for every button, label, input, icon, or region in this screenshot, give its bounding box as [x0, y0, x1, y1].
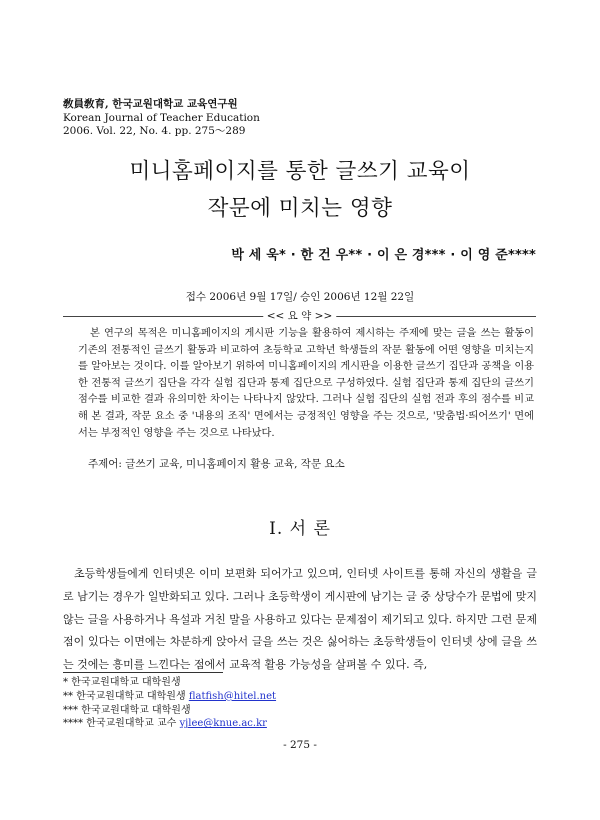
footnote-2-text: ** 한국교원대학교 대학원생 [63, 690, 186, 702]
abstract: 본 연구의 목적은 미니홈페이지의 게시판 기능을 활용하여 제시하는 주제에 맞는 글을 쓰는 활동이 기존의 전통적인 글쓰기 활동과 비교하여 초등학교 고학년 학생들의 작문 활동에 어떤 영향을 미치는지를 알아보는 것이다. 이를 알아보기 위하여 미니홈페이지의 게시판을 이용한 글쓰기 집단과 공책을 이용한 전통적 글쓰기 집단을 각각 실험 집단과 통제 집단으로 구성하였다. 실험 집단과 통제 집단의 글쓰기 점수를 비교한 결과 유의미한 차이는 나타나지 않았다. 그러나 실험 집단의 실험 전과 후의 점수를 비교해 본 결과, 작문 요소 중 '내용의 조직' 면에서는 긍정적인 영향을 주는 것으로, '맞춤법·띄어쓰기' 면에서는 부정적인 영향을 주는 것으로 나타났다. [78, 328, 534, 439]
footnote-4-email-link[interactable]: yjlee@knue.ac.kr [179, 718, 267, 730]
paper-title-line1: 미니홈페이지를 통한 글쓰기 교육이 [129, 159, 471, 184]
summary-label: << 요 약 >> [263, 308, 337, 323]
section-heading: Ⅰ. 서 론 [269, 519, 331, 539]
journal-info [63, 98, 260, 139]
journal-volume: 2006. Vol. 22, No. 4. pp. 275～289 [63, 125, 246, 137]
footnote-1: * 한국교원대학교 대학원생 [63, 677, 181, 688]
submission-dates: 접수 2006년 9월 17일/ 승인 2006년 12월 22일 [185, 291, 415, 303]
journal-name-korean: 敎員敎育, 한국교원대학교 교육연구원 [63, 98, 238, 110]
footnote-2-email-link[interactable]: flatfish@hitel.net [188, 690, 277, 702]
summary-header [63, 308, 536, 324]
page-number: - 275 - [283, 739, 317, 751]
footnote-divider [63, 672, 223, 673]
journal-name-english: Korean Journal of Teacher Education [63, 111, 260, 124]
keywords: 주제어: 글쓰기 교육, 미니홈페이지 활용 교육, 작문 요소 [88, 458, 345, 470]
footnote-3: *** 한국교원대학교 대학원생 [63, 704, 191, 716]
footnotes [63, 676, 276, 731]
paper-title-line2: 작문에 미치는 영향 [207, 196, 393, 221]
footnote-4-text: **** 한국교원대학교 교수 [63, 718, 177, 730]
authors: 박 세 욱* · 한 건 우** · 이 은 경*** · 이 영 준**** [231, 248, 536, 263]
footnote-2 [63, 690, 276, 704]
body-paragraph: 초등학생들에게 인터넷은 이미 보편화 되어가고 있으며, 인터넷 사이트를 통해 자신의 생활을 글로 남기는 경우가 일반화되고 있다. 그러나 초등학생이 게시판에 남기는 글 중 상당수가 문법에 맞지 않는 글을 사용하거나 욕설과 거친 말을 사용하고 있다는 문제점이 제기되고 있다. 하지만 그런 문제점이 있다는 이면에는 차분하게 앉아서 글을 쓰는 것은 싫어하는 초등학생들이 인터넷 상에 글을 쓰는 것에는 흥미를 느낀다는 점에서 교육적 활용 가능성을 살펴볼 수 있다. 즉, [63, 567, 537, 672]
footnote-4 [63, 717, 276, 731]
